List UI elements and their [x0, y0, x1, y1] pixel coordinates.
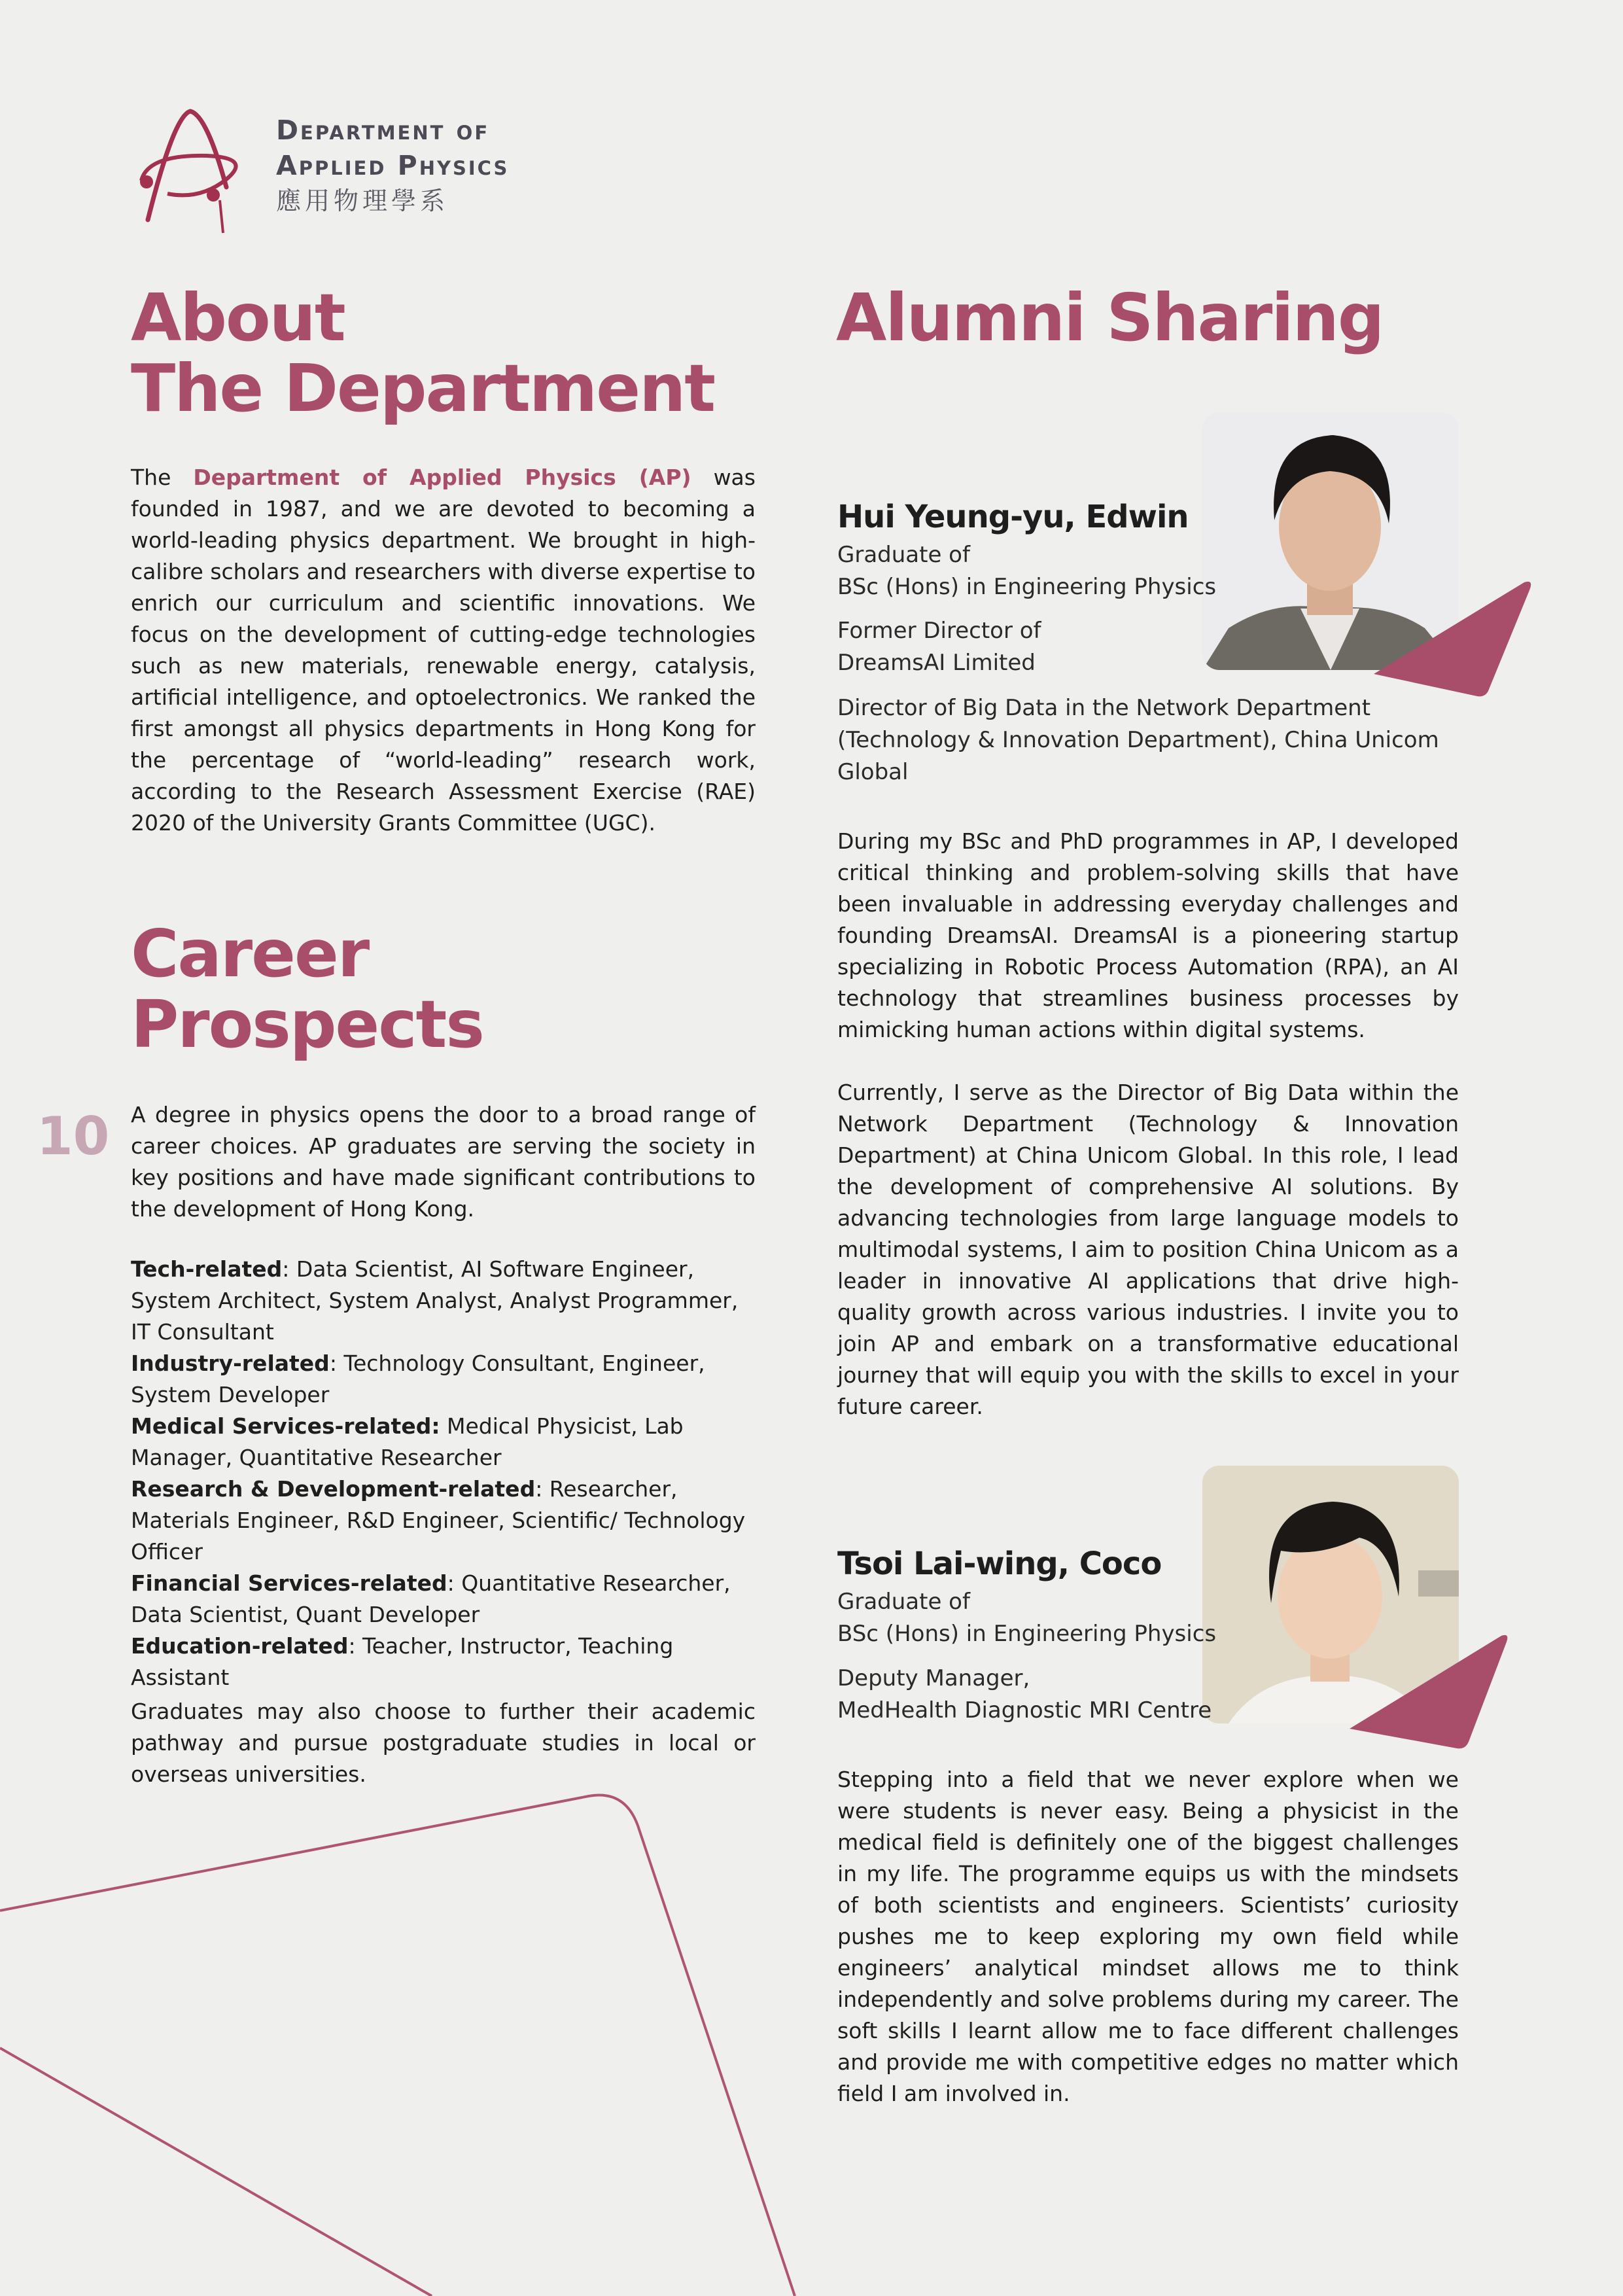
edwin-paragraph-2: Currently, I serve as the Director of Big Data within the Network Department (Technology & Innovation Department) at China Unicom Global. In this role, I lead the development of comprehensive AI solutions. By advancing technologies from large language models to multimodal systems, I aim to position China Unicom as a leader in innovative AI applications that drive high-quality growth across various industries. I invite you to join AP and embark on a transformative educational journey that will equip you with the skills to excel in your future career. [837, 1080, 1459, 1419]
career-category-roles: : Researcher, Materials Engineer, R&D Engineer, Scientific/ Technology Officer [131, 1476, 746, 1564]
edwin-graduate-line-1: Graduate of [837, 542, 970, 568]
list-item [131, 1254, 759, 1348]
logo-line-1: Department of [276, 115, 490, 146]
career-category-roles: : Data Scientist, AI Software Engineer, System Architect, System Analyst, Analyst Programmer, IT Consultant [131, 1256, 739, 1345]
list-item [131, 1348, 759, 1411]
career-category-label: Education-related [131, 1633, 349, 1659]
career-category-roles: : Quantitative Researcher, Data Scientist, Quant Developer [131, 1570, 731, 1627]
logo-line-2: Applied Physics [276, 150, 510, 181]
career-heading [131, 915, 483, 1063]
coco-current-role [837, 1663, 1212, 1727]
career-list [131, 1254, 759, 1693]
career-category-roles: : Teacher, Instructor, Teaching Assistant [131, 1633, 674, 1690]
coco-graduate-info [837, 1586, 1216, 1650]
list-item [131, 1568, 759, 1631]
edwin-graduate-info [837, 539, 1216, 603]
coco-role-line-1: Deputy Manager, [837, 1665, 1030, 1691]
edwin-former-line-1: Former Director of [837, 618, 1041, 644]
about-heading-line-1: About [131, 279, 345, 356]
career-category-label: Tech-related [131, 1256, 283, 1282]
about-intro-rest: was founded in 1987, and we are devoted to becoming a world-leading physics department. We brought in high-calibre scholars and researchers with diverse expertise to enrich our curriculum and scientific innovations. We focus on the development of cutting-edge technologies such as new materials, renewable energy, catalysis, artificial intelligence, and optoelectronics. We ranked the first amongst all physics departments in Hong Kong for the percentage of “world-leading” research work, according to the Research Assessment Exercise (RAE) 2020 of the University Grants Committee (UGC). [131, 465, 756, 836]
career-category-label: Financial Services-related [131, 1570, 447, 1596]
list-item [131, 1631, 759, 1693]
department-logo-text [276, 113, 509, 219]
logo-line-3-chinese: 應用物理學系 [276, 186, 449, 215]
edwin-paragraph-1: During my BSc and PhD programmes in AP, I developed critical thinking and problem-solving skills that have been invaluable in addressing everyday challenges and founding DreamsAI. DreamsAI is a pioneering startup specializing in Robotic Process Automation (RPA), an AI technology that streamlines business processes by mimicking human actions within digital systems. [837, 828, 1459, 1042]
department-logo-icon [128, 102, 266, 239]
career-intro: A degree in physics opens the door to a broad range of career choices. AP graduates are serving the society in key positions and have made significant contributions to the development of Hong Kong. [131, 1102, 756, 1222]
edwin-accent-triangle [1367, 576, 1537, 700]
edwin-current-role: Director of Big Data in the Network Department (Technology & Innovation Department), China Unicom Global [837, 695, 1439, 785]
about-heading [131, 279, 715, 427]
career-category-roles: : Technology Consultant, Engineer, System Developer [131, 1351, 705, 1407]
department-name-highlight: Department of Applied Physics (AP) [193, 465, 691, 490]
coco-accent-triangle [1344, 1629, 1514, 1754]
career-heading-line-2: Prospects [131, 986, 483, 1063]
career-outro: Graduates may also choose to further their academic pathway and pursue postgraduate studies in local or overseas universities. [131, 1699, 756, 1787]
edwin-former-role [837, 615, 1041, 679]
coco-graduate-line-1: Graduate of [837, 1589, 970, 1615]
about-paragraph [131, 462, 756, 839]
edwin-former-line-2: DreamsAI Limited [837, 650, 1036, 676]
coco-role-line-2: MedHealth Diagnostic MRI Centre [837, 1697, 1212, 1723]
career-category-label: Medical Services-related: [131, 1413, 440, 1439]
coco-paragraph: Stepping into a field that we never explore when we were students is never easy. Being a physicist in the medical field is definitely one of the biggest challenges in my life. The programme equips us with the mindsets of both scientists and engineers. Scientists’ curiosity pushes me to keep exploring my own field while engineers’ analytical mindset allows me to think independently and solve problems during my career. The soft skills I learnt allow me to face different challenges and provide me with competitive edges no matter which field I am involved in. [837, 1767, 1459, 2106]
about-intro-the: The [131, 465, 194, 490]
list-item [131, 1411, 759, 1474]
career-category-roles: Medical Physicist, Lab Manager, Quantitative Researcher [131, 1413, 684, 1470]
edwin-graduate-line-2: BSc (Hons) in Engineering Physics [837, 574, 1217, 600]
coco-graduate-line-2: BSc (Hons) in Engineering Physics [837, 1621, 1217, 1647]
about-heading-line-2: The Department [131, 350, 715, 427]
edwin-name: Hui Yeung-yu, Edwin [837, 499, 1189, 535]
coco-name: Tsoi Lai-wing, Coco [837, 1545, 1162, 1582]
career-category-label: Industry-related [131, 1351, 330, 1376]
page-number: 10 [37, 1106, 110, 1167]
career-heading-line-1: Career [131, 915, 369, 992]
alumni-heading: Alumni Sharing [836, 279, 1384, 356]
list-item [131, 1474, 759, 1568]
career-category-label: Research & Development-related [131, 1476, 536, 1502]
